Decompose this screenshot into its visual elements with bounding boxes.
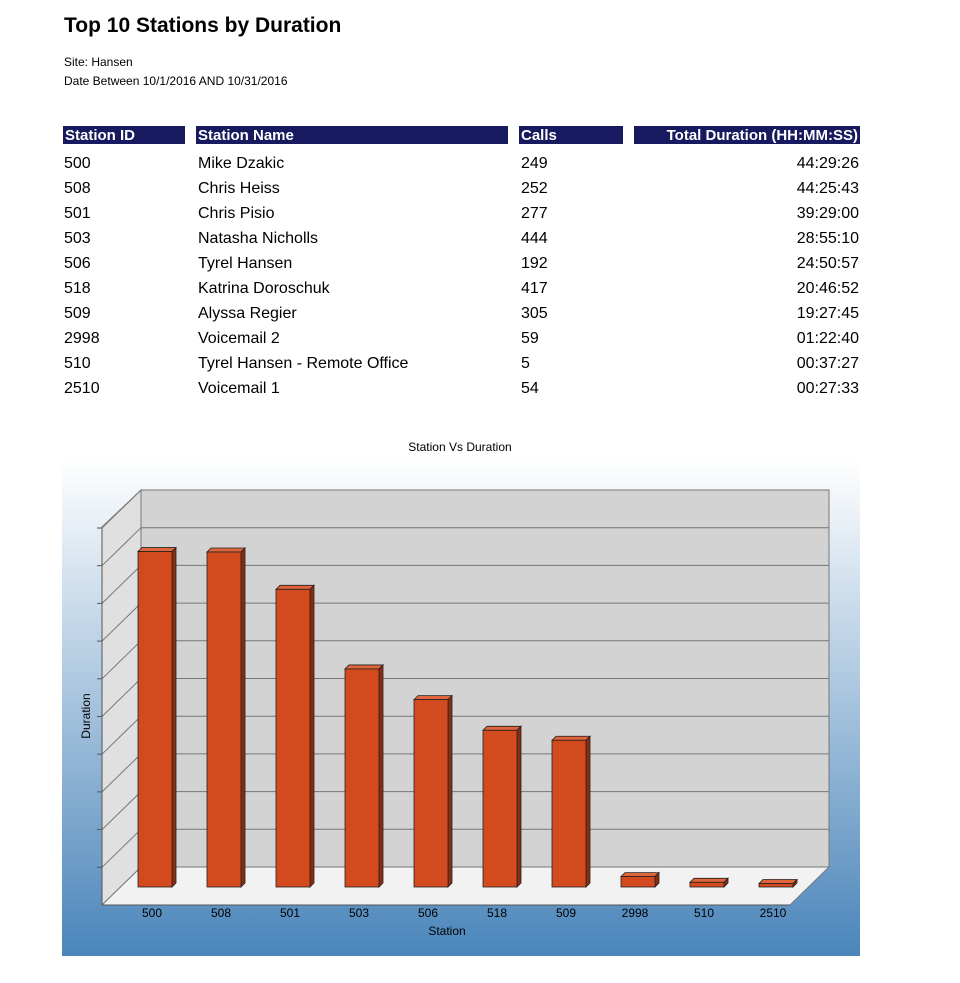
station-id-cell: 509 — [64, 305, 91, 322]
bar-side — [448, 696, 452, 887]
bar-506 — [414, 696, 452, 887]
bar-503 — [345, 665, 383, 887]
duration-cell: 44:29:26 — [796, 155, 859, 172]
bar-518 — [483, 726, 521, 887]
bar-top — [414, 696, 452, 700]
site-label: Site: Hansen — [64, 55, 133, 69]
bar-side — [379, 665, 383, 887]
bar-501 — [276, 585, 314, 887]
station-id-cell: 510 — [64, 355, 91, 372]
duration-cell: 00:27:33 — [796, 380, 859, 397]
bar-top — [483, 726, 521, 730]
y-axis-label: Duration — [79, 693, 93, 739]
header-total-duration: Total Duration (HH:MM:SS) — [634, 126, 860, 144]
calls-cell: 54 — [521, 380, 539, 397]
header-station-id: Station ID — [63, 126, 185, 144]
station-id-cell: 503 — [64, 230, 91, 247]
calls-cell: 5 — [521, 355, 530, 372]
bar-side — [310, 585, 314, 887]
bar-top — [552, 736, 590, 740]
station-name-cell: Katrina Doroschuk — [198, 280, 330, 297]
x-tick-label: 510 — [693, 906, 715, 920]
x-tick-label: 2998 — [621, 906, 649, 920]
duration-cell: 01:22:40 — [796, 330, 859, 347]
x-tick-label: 503 — [348, 906, 370, 920]
x-tick-label: 500 — [141, 906, 163, 920]
calls-cell: 59 — [521, 330, 539, 347]
bar-front — [483, 730, 517, 887]
x-tick-label: 509 — [555, 906, 577, 920]
station-name-cell: Voicemail 1 — [198, 380, 280, 397]
station-id-cell: 2510 — [64, 380, 100, 397]
station-id-cell: 506 — [64, 255, 91, 272]
bar-510 — [690, 878, 728, 887]
bar-front — [621, 877, 655, 887]
bar-front — [759, 884, 793, 887]
x-tick-label: 518 — [486, 906, 508, 920]
bar-front — [276, 589, 310, 887]
calls-cell: 192 — [521, 255, 548, 272]
date-range-label: Date Between 10/1/2016 AND 10/31/2016 — [64, 74, 288, 88]
station-name-cell: Natasha Nicholls — [198, 230, 319, 247]
station-id-cell: 518 — [64, 280, 91, 297]
calls-cell: 417 — [521, 280, 548, 297]
header-station-name: Station Name — [196, 126, 508, 144]
bar-top — [621, 873, 659, 877]
bar-side — [241, 548, 245, 887]
duration-cell: 19:27:45 — [796, 305, 859, 322]
calls-cell: 249 — [521, 155, 548, 172]
bar-side — [586, 736, 590, 887]
bar-side — [517, 726, 521, 887]
header-calls: Calls — [519, 126, 623, 144]
station-name-cell: Tyrel Hansen - Remote Office — [198, 355, 409, 372]
chart-title: Station Vs Duration — [408, 440, 512, 454]
bar-top — [690, 878, 728, 882]
calls-cell: 277 — [521, 205, 548, 222]
station-id-cell: 2998 — [64, 330, 100, 347]
station-name-cell: Chris Heiss — [198, 180, 280, 197]
duration-cell: 28:55:10 — [796, 230, 859, 247]
station-name-cell: Alyssa Regier — [198, 305, 297, 322]
bar-front — [690, 882, 724, 887]
bar-top — [138, 548, 176, 552]
duration-cell: 24:50:57 — [796, 255, 859, 272]
bar-front — [414, 700, 448, 887]
x-tick-label: 506 — [417, 906, 439, 920]
bar-front — [138, 552, 172, 887]
bar-top — [759, 880, 797, 884]
report-title: Top 10 Stations by Duration — [64, 14, 342, 37]
x-tick-label: 2510 — [759, 906, 787, 920]
calls-cell: 444 — [521, 230, 548, 247]
calls-cell: 252 — [521, 180, 548, 197]
station-id-cell: 508 — [64, 180, 91, 197]
station-name-cell: Chris Pisio — [198, 205, 275, 222]
station-id-cell: 501 — [64, 205, 91, 222]
duration-cell: 20:46:52 — [796, 280, 859, 297]
bar-508 — [207, 548, 245, 887]
x-axis-label: Station — [428, 924, 466, 938]
station-name-cell: Voicemail 2 — [198, 330, 280, 347]
bar-500 — [138, 548, 176, 887]
bar-2510 — [759, 880, 797, 887]
station-id-cell: 500 — [64, 155, 91, 172]
bar-front — [345, 669, 379, 887]
bar-front — [207, 552, 241, 887]
station-name-cell: Tyrel Hansen — [198, 255, 293, 272]
bar-front — [552, 740, 586, 887]
bar-top — [207, 548, 245, 552]
bar-side — [172, 548, 176, 887]
duration-cell: 44:25:43 — [796, 180, 859, 197]
bar-2998 — [621, 873, 659, 887]
bar-509 — [552, 736, 590, 887]
bar-top — [345, 665, 383, 669]
duration-cell: 39:29:00 — [796, 205, 859, 222]
calls-cell: 305 — [521, 305, 548, 322]
x-tick-label: 508 — [210, 906, 232, 920]
station-name-cell: Mike Dzakic — [198, 155, 285, 172]
bar-top — [276, 585, 314, 589]
duration-cell: 00:37:27 — [796, 355, 859, 372]
x-tick-label: 501 — [279, 906, 301, 920]
